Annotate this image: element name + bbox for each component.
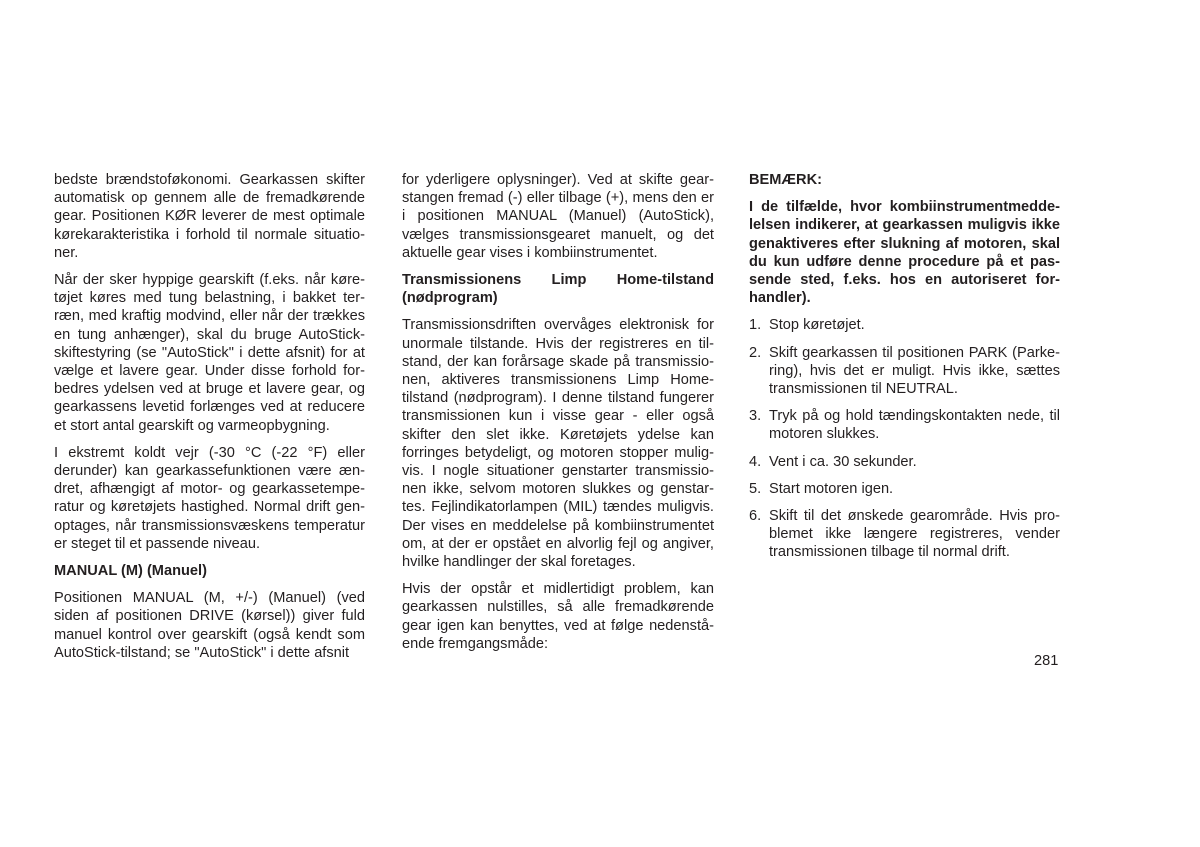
list-item [749,407,1060,443]
note-label: BEMÆRK: [749,172,822,188]
list-item [749,344,1060,399]
step-number: 2. [749,344,762,361]
page-number: 281 [1034,653,1059,669]
procedure-steps [749,316,1060,561]
text-column-right [749,171,1060,571]
paragraph: Positionen MANUAL (M, +/-) (Manuel) (ved siden af positionen DRIVE (kørsel)) giver fuld manuel kontrol over gearskift (også kendt som AutoStick-tilstand; se "AutoStick" i dette afsnit [54,590,365,661]
note-text: I de tilfælde, hvor kombiinstrumentmeddelelsen indikerer, at gearkassen muligvis ikke genaktiveres efter slukning af motoren, skal du kun udføre denne procedure på et passende sted, f.eks. hos en autoriseret forhandler). [749,199,1060,307]
paragraph: I ekstremt koldt vejr (-30 °C (-22 °F) eller derunder) kan gearkassefunktionen være ændret, afhængigt af motor- og gearkassetemperatur og køretøjets hastighed. Normal drift genoptages, når transmissionsvæskens temperatur er steget til et passende niveau. [54,444,365,552]
list-item [749,316,1060,334]
step-number: 1. [749,317,762,334]
section-heading-limp-home: Transmissionens Limp Home-tilstand (nødprogram) [402,272,714,307]
step-text: Start motoren igen. [769,480,894,497]
step-text: Skift gearkassen til positionen PARK (Parkering), hvis det er muligt. Hvis ikke, sættes transmissionen til NEUTRAL. [769,344,1060,398]
paragraph: bedste brændstoføkonomi. Gearkassen skifter automatisk op gennem alle de fremadkørende gear. Positionen KØR leverer de mest optimale kørekarakteristika i forhold til normale situationer. [54,172,365,261]
paragraph: Når der sker hyppige gearskift (f.eks. når køretøjet køres med tung belastning, i bakket terræn, med kraftig modvind, eller når der trækkes en tung anhænger), skal du bruge AutoStick-skiftestyring (se "AutoStick" i dette afsnit) for at vælge et lavere gear. Under disse forhold forbedres ydelsen ved at bruge et lavere gear, og gearkassens levetid forlænges ved at reducere et stort antal gearskift og varmeopbygning. [54,272,365,434]
paragraph: Transmissionsdriften overvåges elektronisk for unormale tilstande. Hvis der registreres en tilstand, der kan forårsage skade på transmissionen, aktiveres transmissionens Limp Home-tilstand (nødprogram). I denne tilstand fungerer transmissionen kun i visse gear - eller også skifter den slet ikke. Køretøjets ydelse kan forringes betydeligt, og motoren stopper muligvis. I nogle situationer genstarter transmissionen ikke, selvom motoren slukkes og genstartes. Fejlindikatorlampen (MIL) tændes muligvis. Der vises en meddelelse på kombiinstrumentet om, at der er opstået en alvorlig fejl og angiver, hvilke handlinger der skal foretages. [402,317,714,571]
step-text: Vent i ca. 30 sekunder. [769,453,917,470]
paragraph: Hvis der opstår et midlertidigt problem, kan gearkassen nulstilles, så alle fremadkørende gear igen kan benyttes, ved at følge nedenstående fremgangsmåde: [402,581,714,652]
step-number: 6. [749,508,762,525]
text-column-middle [402,171,714,662]
paragraph: for yderligere oplysninger). Ved at skifte gearstangen fremad (-) eller tilbage (+), mens den er i positionen MANUAL (Manuel) (AutoStick), vælges transmissionsgearet manuelt, og det aktuelle gear vises i kombiinstrumentet. [402,172,714,261]
step-number: 5. [749,480,762,497]
list-item [749,480,1060,498]
step-number: 4. [749,453,762,470]
step-number: 3. [749,408,762,425]
step-text: Stop køretøjet. [769,317,865,334]
step-text: Skift til det ønskede gearområde. Hvis problemet ikke længere registreres, vender transmissionen tilbage til normal drift. [769,508,1060,561]
section-heading-manual: MANUAL (M) (Manuel) [54,563,207,580]
list-item [749,453,1060,471]
list-item [749,507,1060,562]
text-column-left [54,171,365,671]
step-text: Tryk på og hold tændingskontakten nede, til motoren slukkes. [769,408,1060,443]
